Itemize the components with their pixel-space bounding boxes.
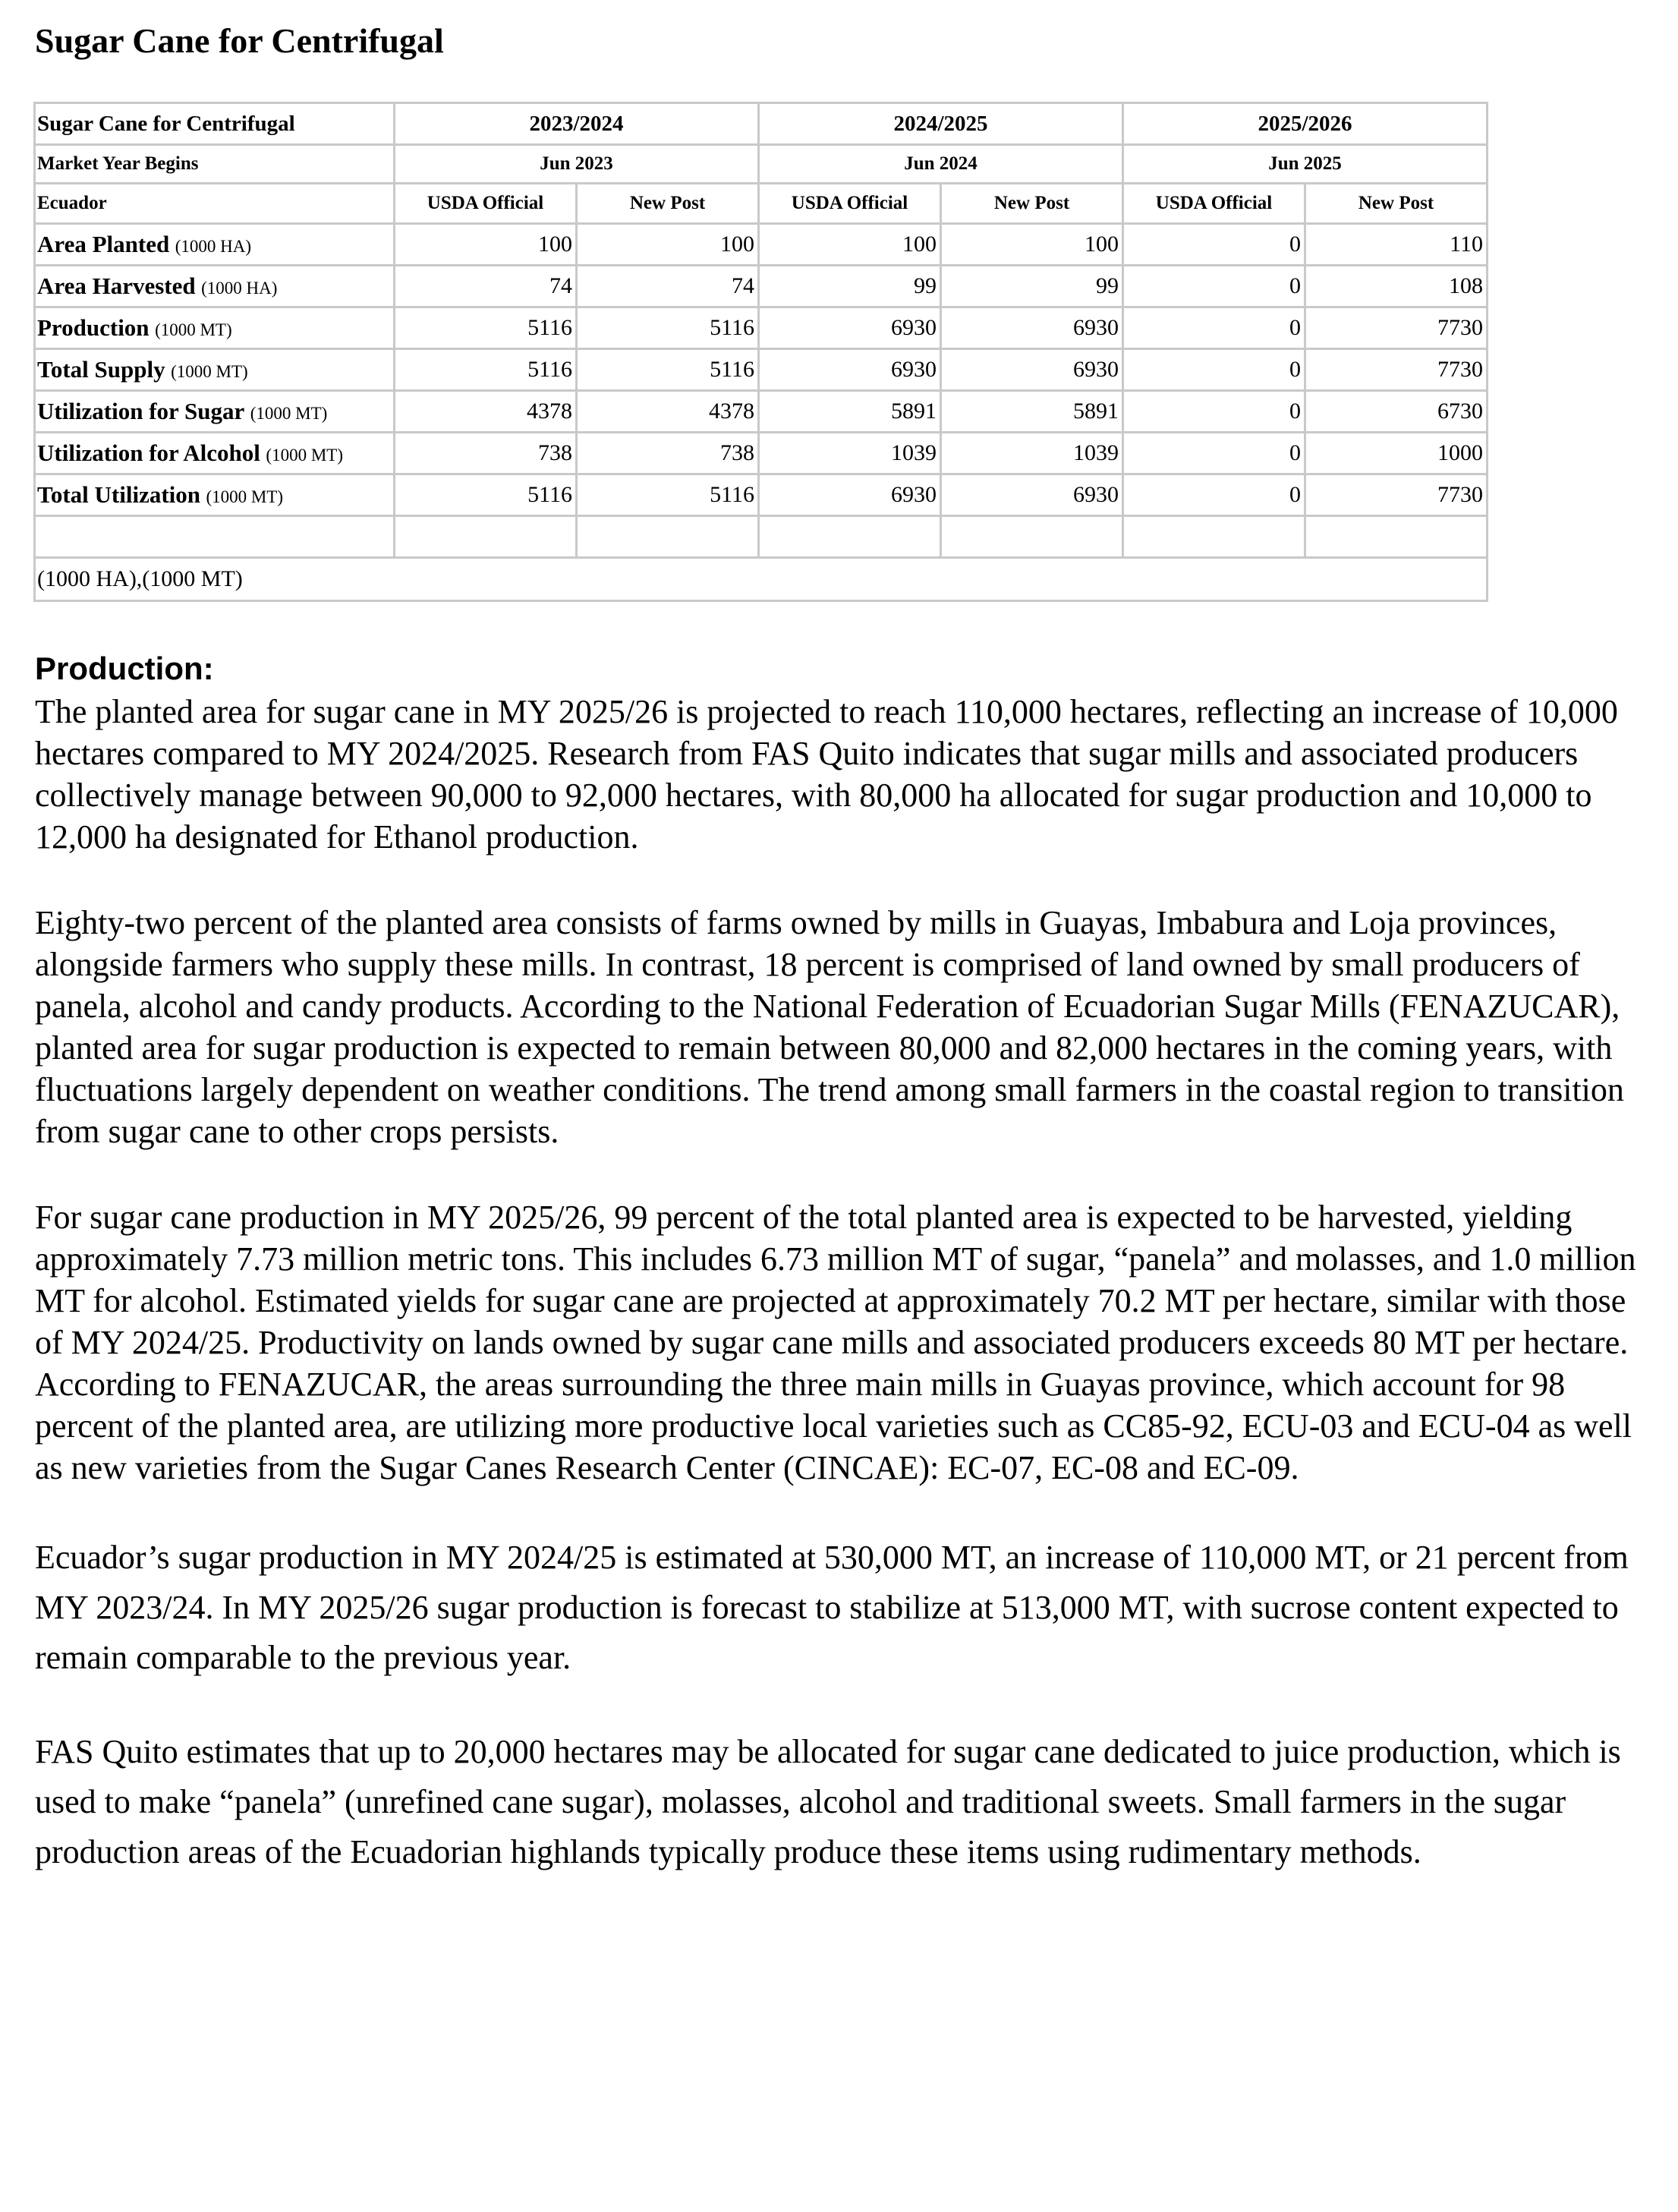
table-row xyxy=(35,474,1488,516)
table-row xyxy=(35,433,1488,474)
year-header: 2024/2025 xyxy=(759,103,1123,145)
table-header-years xyxy=(35,103,1488,145)
cell-value: 0 xyxy=(1123,224,1305,266)
cell-value: 5891 xyxy=(759,391,941,433)
cell-value: 6930 xyxy=(759,349,941,391)
cell-value: 6930 xyxy=(941,349,1123,391)
row-label xyxy=(35,307,395,349)
col-new-post: New Post xyxy=(1305,184,1488,224)
cell-value: 1039 xyxy=(759,433,941,474)
empty-cell xyxy=(759,516,941,558)
empty-cell xyxy=(1123,516,1305,558)
cell-value: 7730 xyxy=(1305,474,1488,516)
psd-table xyxy=(33,102,1488,602)
col-usda-official: USDA Official xyxy=(1123,184,1305,224)
cell-value: 74 xyxy=(395,266,577,307)
paragraph: Eighty-two percent of the planted area consists of farms owned by mills in Guayas, Imbabura and Loja provinces, alongside farmers who supply these mills. In contrast, 18 percent is comprised of land owned by small producers of panela, alcohol and candy products. According to the National Federation of Ecuadorian Sugar Mills (FENAZUCAR), planted area for sugar production is expected to remain between 80,000 and 82,000 hectares in the coming years, with fluctuations largely dependent on weather conditions. The trend among small farmers in the coastal region to transition from sugar cane to other crops persists. xyxy=(35,904,1624,1150)
cell-value: 6930 xyxy=(941,307,1123,349)
table-row xyxy=(35,266,1488,307)
cell-value: 100 xyxy=(759,224,941,266)
attribute-unit: (1000 MT) xyxy=(155,320,232,339)
cell-value: 5116 xyxy=(395,474,577,516)
cell-value: 100 xyxy=(941,224,1123,266)
attribute-unit: (1000 MT) xyxy=(171,362,248,381)
table-row xyxy=(35,307,1488,349)
attribute-name: Production xyxy=(37,314,150,341)
production-section xyxy=(35,647,1651,1921)
cell-value: 0 xyxy=(1123,474,1305,516)
cell-value: 4378 xyxy=(577,391,759,433)
cell-value: 5116 xyxy=(577,474,759,516)
country-label: Ecuador xyxy=(35,184,395,224)
attribute-name: Area Planted xyxy=(37,231,170,257)
year-begins: Jun 2023 xyxy=(395,145,759,184)
table-row xyxy=(35,391,1488,433)
cell-value: 0 xyxy=(1123,307,1305,349)
empty-cell xyxy=(35,516,395,558)
empty-cell xyxy=(941,516,1123,558)
table-row xyxy=(35,349,1488,391)
paragraph: The planted area for sugar cane in MY 2025/26 is projected to reach 110,000 hectares, reflecting an increase of 10,000 hectares compared to MY 2024/2025. Research from FAS Quito indicates that sugar mills and associated producers collectively manage between 90,000 to 92,000 hectares, with 80,000 ha allocated for sugar production and 10,000 to 12,000 ha designated for Ethanol production. xyxy=(35,693,1618,855)
attribute-unit: (1000 HA) xyxy=(201,279,278,298)
cell-value: 0 xyxy=(1123,266,1305,307)
table-empty-row xyxy=(35,516,1488,558)
attribute-unit: (1000 MT) xyxy=(250,404,328,423)
attribute-name: Total Utilization xyxy=(37,481,201,508)
table-units-note-row xyxy=(35,558,1488,601)
attribute-name: Utilization for Sugar xyxy=(37,398,245,424)
table-title: Sugar Cane for Centrifugal xyxy=(35,103,395,145)
cell-value: 1000 xyxy=(1305,433,1488,474)
cell-value: 7730 xyxy=(1305,307,1488,349)
attribute-unit: (1000 MT) xyxy=(266,446,343,465)
empty-cell xyxy=(1305,516,1488,558)
col-new-post: New Post xyxy=(577,184,759,224)
attribute-name: Utilization for Alcohol xyxy=(37,440,260,466)
cell-value: 100 xyxy=(395,224,577,266)
row-label xyxy=(35,349,395,391)
cell-value: 100 xyxy=(577,224,759,266)
table-row xyxy=(35,224,1488,266)
empty-cell xyxy=(577,516,759,558)
cell-value: 6930 xyxy=(941,474,1123,516)
cell-value: 5891 xyxy=(941,391,1123,433)
row-label xyxy=(35,266,395,307)
cell-value: 110 xyxy=(1305,224,1488,266)
cell-value: 5116 xyxy=(577,349,759,391)
units-note: (1000 HA),(1000 MT) xyxy=(35,558,1488,601)
cell-value: 6930 xyxy=(759,307,941,349)
cell-value: 4378 xyxy=(395,391,577,433)
cell-value: 738 xyxy=(577,433,759,474)
empty-cell xyxy=(395,516,577,558)
cell-value: 6930 xyxy=(759,474,941,516)
section-heading: Production: xyxy=(35,651,214,686)
cell-value: 5116 xyxy=(577,307,759,349)
attribute-name: Total Supply xyxy=(37,356,165,383)
table-header-columns xyxy=(35,184,1488,224)
attribute-name: Area Harvested xyxy=(37,273,196,299)
cell-value: 5116 xyxy=(395,349,577,391)
row-label xyxy=(35,474,395,516)
paragraph: Ecuador’s sugar production in MY 2024/25 is estimated at 530,000 MT, an increase of 110,000 MT, or 21 percent from MY 2023/24. In MY 2025/26 sugar production is forecast to stabilize at 513,000 MT, with sucrose content expected to remain comparable to the previous year. xyxy=(35,1539,1629,1676)
cell-value: 99 xyxy=(941,266,1123,307)
row-label xyxy=(35,224,395,266)
year-begins: Jun 2024 xyxy=(759,145,1123,184)
cell-value: 7730 xyxy=(1305,349,1488,391)
page-title: Sugar Cane for Centrifugal xyxy=(35,21,444,60)
year-begins: Jun 2025 xyxy=(1123,145,1488,184)
paragraph: FAS Quito estimates that up to 20,000 hectares may be allocated for sugar cane dedicated to juice production, which is used to make “panela” (unrefined cane sugar), molasses, alcohol and traditional sweets. Small farmers in the sugar production areas of the Ecuadorian highlands typically produce these items using rudimentary methods. xyxy=(35,1733,1621,1870)
table-header-begins xyxy=(35,145,1488,184)
cell-value: 5116 xyxy=(395,307,577,349)
cell-value: 99 xyxy=(759,266,941,307)
cell-value: 0 xyxy=(1123,349,1305,391)
row-label xyxy=(35,391,395,433)
cell-value: 6730 xyxy=(1305,391,1488,433)
col-new-post: New Post xyxy=(941,184,1123,224)
cell-value: 1039 xyxy=(941,433,1123,474)
cell-value: 108 xyxy=(1305,266,1488,307)
col-usda-official: USDA Official xyxy=(395,184,577,224)
year-header: 2025/2026 xyxy=(1123,103,1488,145)
market-year-label: Market Year Begins xyxy=(35,145,395,184)
cell-value: 0 xyxy=(1123,433,1305,474)
row-label xyxy=(35,433,395,474)
paragraph: For sugar cane production in MY 2025/26, 99 percent of the total planted area is expected to be harvested, yielding approximately 7.73 million metric tons. This includes 6.73 million MT of sugar, “panela” and molasses, and 1.0 million MT for alcohol. Estimated yields for sugar cane are projected at approximately 70.2 MT per hectare, similar with those of MY 2024/25. Productivity on lands owned by sugar cane mills and associated producers exceeds 80 MT per hectare. According to FENAZUCAR, the areas surrounding the three main mills in Guayas province, which account for 98 percent of the planted area, are utilizing more productive local varieties such as CC85-92, ECU-03 and ECU-04 as well as new varieties from the Sugar Canes Research Center (CINCAE): EC-07, EC-08 and EC-09. xyxy=(35,1199,1636,1486)
col-usda-official: USDA Official xyxy=(759,184,941,224)
cell-value: 738 xyxy=(395,433,577,474)
cell-value: 0 xyxy=(1123,391,1305,433)
attribute-unit: (1000 HA) xyxy=(175,237,252,256)
cell-value: 74 xyxy=(577,266,759,307)
year-header: 2023/2024 xyxy=(395,103,759,145)
attribute-unit: (1000 MT) xyxy=(206,487,284,506)
